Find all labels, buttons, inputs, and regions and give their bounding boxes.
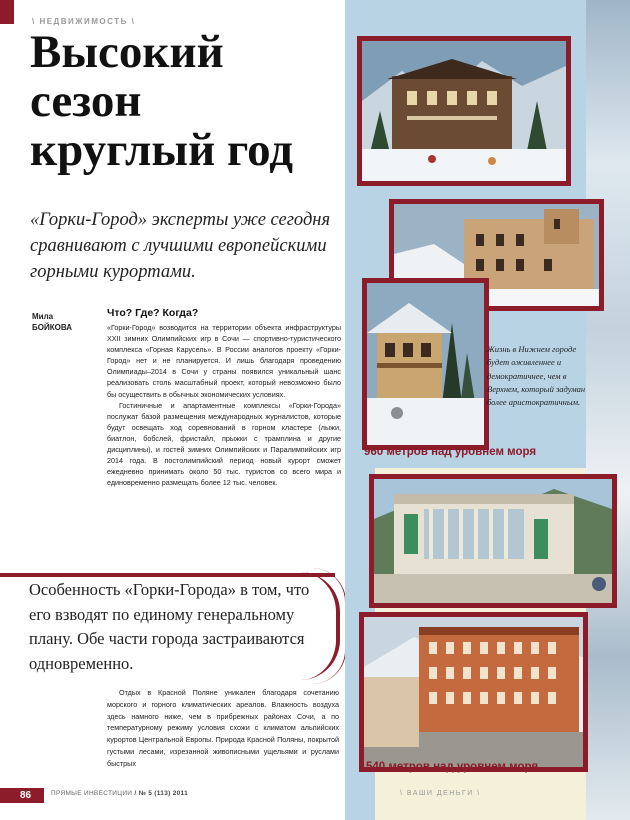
photo-complex [369,474,617,608]
magazine-footer [51,790,188,797]
section-footer-label: \ ВАШИ ДЕНЬГИ \ [400,790,481,797]
title-line: круглый год [30,124,294,176]
photo-villa-upper [357,36,571,186]
snow-slope-strip [586,0,630,820]
author-last-name: БОЙКОВА [32,323,72,332]
altitude-label-lower: 540 метров над уровнем моря [366,761,539,773]
villa-illustration [362,41,566,181]
title-line: Высокий [30,26,224,78]
section-label: \ НЕДВИЖИМОСТЬ \ [32,17,136,26]
complex-illustration [374,479,612,603]
lead-paragraph: «Горки-Город» эксперты уже сегодня сравнивают с лучшими европейскими горными курортами. [30,210,331,282]
photo-chalet [362,278,489,450]
article-column-continued [107,687,339,770]
corner-accent [0,0,14,24]
article-paragraph: Отдых в Красной Поляне уникален благодаря сочетанию морского и горного климатических ареалов. Влажность воздуха здесь намного ниже, чем в прибрежных районах Сочи, а по температурному режиму условия схожи с климатом альпийских курортов Центральной Европы. Природа Красной Поляны, покрытой густыми лесами, изрезанной живописными ущельями и руслами быстрых [107,688,339,768]
author-first-name: Мила [32,312,54,321]
quote-rule [0,573,335,577]
magazine-name: ПРЯМЫЕ ИНВЕСТИЦИИ [51,790,133,797]
article-column [107,307,341,488]
pull-quote: Особенность «Горки-Города» в том, что его взводят по единому генеральному плану. Обе части города застраиваются одновременно. [29,580,310,673]
title-line: сезон [30,75,142,127]
page-number: 86 [0,788,44,803]
photo-lower-town [359,612,588,772]
lower-town-illustration [364,617,583,767]
chalet-illustration [367,283,484,445]
photo-caption: Жизнь в Нижнем городе будет оживленнее и демократичнее, чем в Верхнем, который задуман более аристократичным. [487,344,586,408]
article-paragraph: «Горки-Город» возводится на территории объекта инфраструктуры XXII зимних Олимпийских игр в Сочи — спортивно-туристического комплекса «Горная Карусель». В России аналогов проекту «Горки-Город» нет и не планируется. И лишь благодаря проведению Олимпиады–2014 в Сочи у страны появился уникальный шанс реализовать столь масштабный проект, который невозможно было бы осуществить в обычных экономических условиях. [107,323,341,399]
page-title [30,28,350,175]
author-byline [32,311,72,333]
article-heading: Что? Где? Когда? [107,307,199,319]
altitude-label-upper: 960 метров над уровнем моря [364,446,537,458]
issue-number: / № 5 (113) 2011 [134,790,188,797]
article-paragraph: Гостиничные и апартаментные комплексы «Горки-Города» послужат базой размещения международных журналистов, которые будут освещать ход соревнований в горном кластере (лыжи, биатлон, бобслей, фристайл, прыжки с трамплина и другие дисциплины), и гостей зимних Олимпийских и Паралимпийских игр 2014 года. В постолимпийский период новый курорт сможет ежедневно принимать около 50 тыс. туристов со всего мира и единовременно размещать более 12 тыс. человек. [107,400,341,488]
